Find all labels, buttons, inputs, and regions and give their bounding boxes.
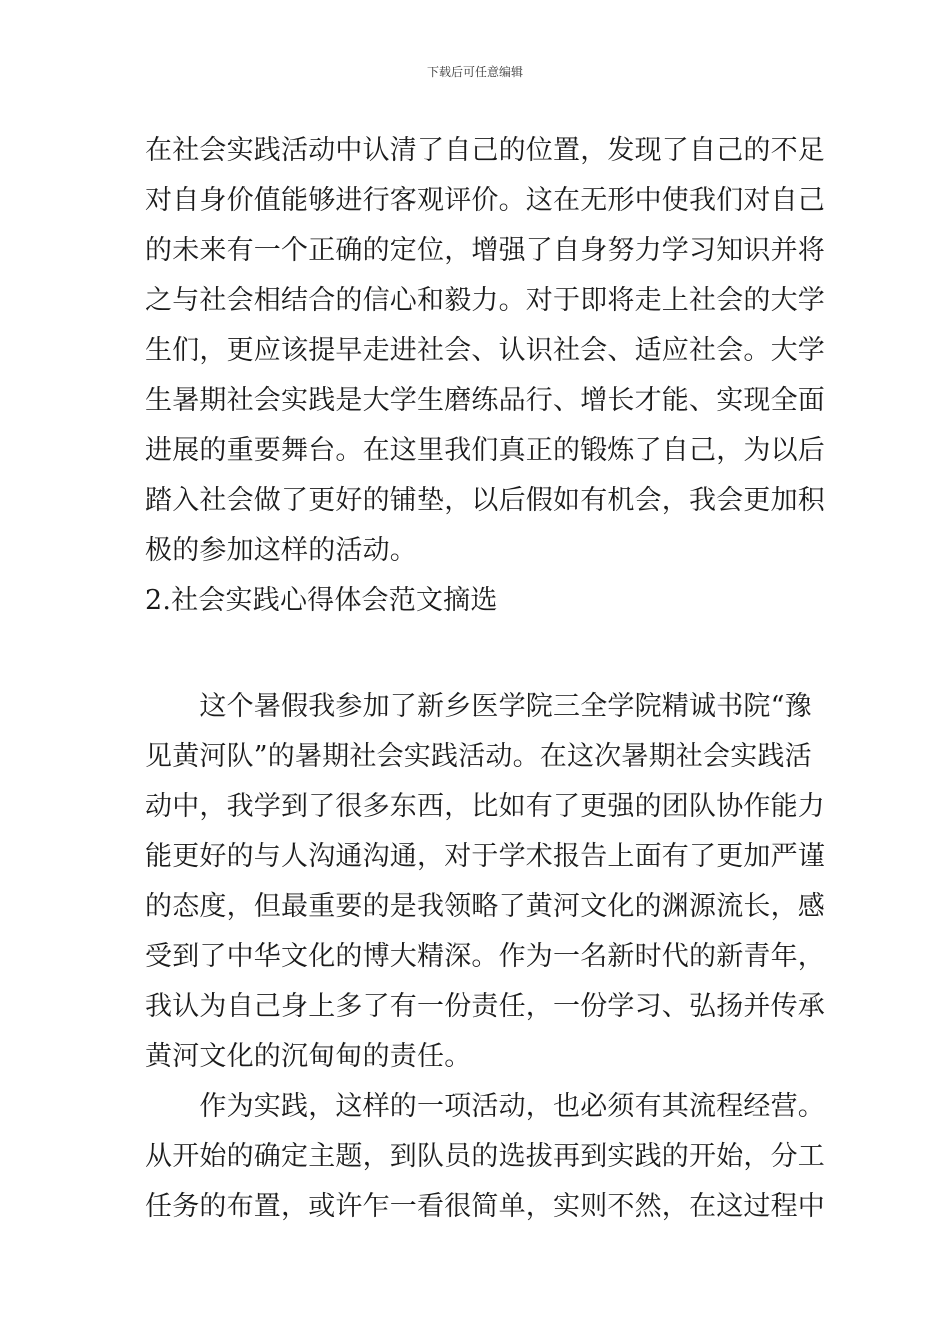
text-line: 这个暑假我参加了新乡医学院三全学院精诚书院“豫 <box>145 691 812 722</box>
paragraph-2 <box>145 682 825 1082</box>
blank-gap <box>145 626 810 682</box>
page-header-note: 下载后可任意编辑 <box>426 65 523 79</box>
text-line: 任务的布置，或许乍一看很简单，实则不然，在这过程中 <box>145 1191 825 1222</box>
text-line: 见黄河队”的暑期社会实践活动。在这次暑期社会实践活 <box>145 741 812 772</box>
section-heading: 2.社会实践心得体会范文摘选 <box>145 585 498 616</box>
paragraph-3 <box>145 1082 825 1232</box>
text-line: 黄河文化的沉甸甸的责任。 <box>145 1041 472 1072</box>
text-line: 的未来有一个正确的定位，增强了自身努力学习知识并将 <box>145 235 825 266</box>
text-line: 我认为自己身上多了有一份责任，一份学习、弘扬并传承 <box>145 991 825 1022</box>
text-line: 受到了中华文化的博大精深。作为一名新时代的新青年， <box>145 941 825 972</box>
text-line: 之与社会相结合的信心和毅力。对于即将走上社会的大学 <box>145 285 825 316</box>
text-line: 的态度，但最重要的是我领略了黄河文化的渊源流长，感 <box>145 891 825 922</box>
text-line: 动中，我学到了很多东西，比如有了更强的团队协作能力 <box>145 791 825 822</box>
paragraph-1 <box>145 126 825 576</box>
text-line: 在社会实践活动中认清了自己的位置，发现了自己的不足 <box>145 135 825 166</box>
text-line: 极的参加这样的活动。 <box>145 535 417 566</box>
text-line: 生们，更应该提早走进社会、认识社会、适应社会。大学 <box>145 335 825 366</box>
text-line: 从开始的确定主题，到队员的选拔再到实践的开始，分工 <box>145 1141 825 1172</box>
text-line: 生暑期社会实践是大学生磨练品行、增长才能、实现全面 <box>145 385 825 416</box>
text-line: 进展的重要舞台。在这里我们真正的锻炼了自己，为以后 <box>145 435 825 466</box>
text-line: 踏入社会做了更好的铺垫，以后假如有机会，我会更加积 <box>145 485 825 516</box>
document-body <box>145 126 825 1232</box>
text-line: 作为实践，这样的一项活动，也必须有其流程经营。 <box>145 1091 825 1122</box>
text-line: 对自身价值能够进行客观评价。这在无形中使我们对自己 <box>145 185 825 216</box>
text-line: 能更好的与人沟通沟通，对于学术报告上面有了更加严谨 <box>145 841 825 872</box>
